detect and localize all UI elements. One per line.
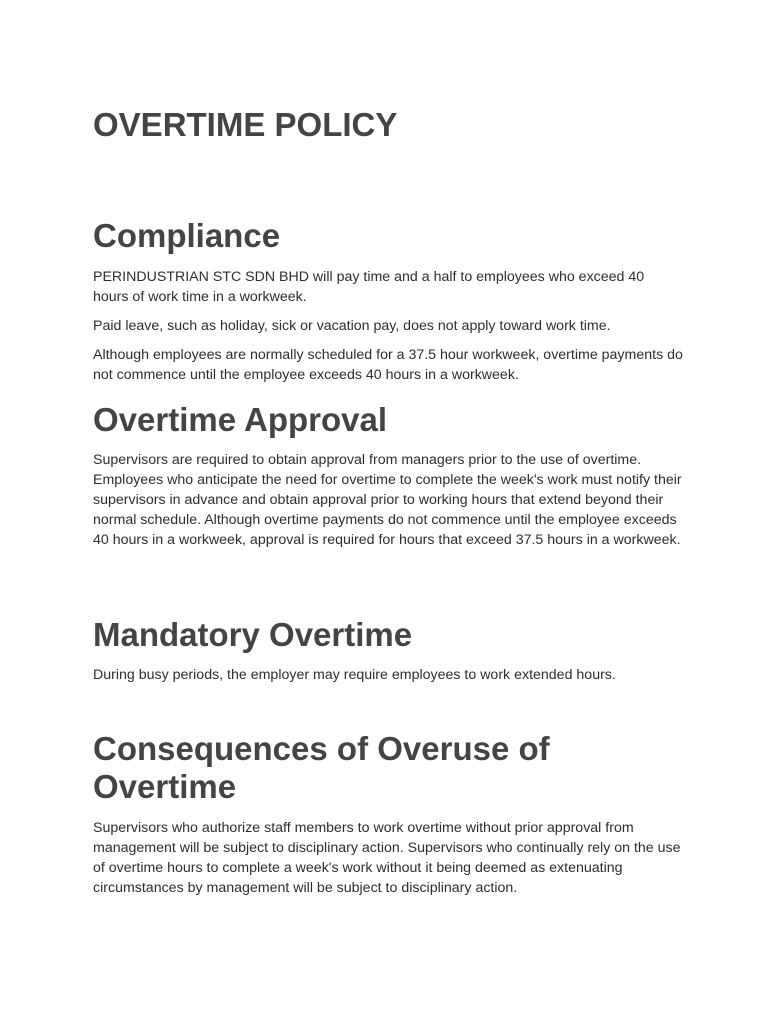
paragraph: Supervisors are required to obtain approval from managers prior to the use of overtime. Employees who anticipate the need for overtime to complete the week's work must notify their supervisors in advance and obtain approval prior to working hours that extend beyond their normal schedule. Although overtime payments do not commence until the employee exceeds 40 hours in a workweek, approval is required for hours that exceed 37.5 hours in a workweek. — [93, 452, 682, 548]
section-heading-consequences: Consequences of Overuse of Overtime — [93, 730, 550, 805]
paragraph: Although employees are normally scheduled for a 37.5 hour workweek, overtime payments do not commence until the employee exceeds 40 hours in a workweek. — [93, 347, 683, 383]
section-consequences — [93, 730, 683, 898]
paragraph: PERINDUSTRIAN STC SDN BHD will pay time and a half to employees who exceed 40 hours of work time in a workweek. — [93, 269, 645, 305]
paragraph: Supervisors who authorize staff members to work overtime without prior approval from management will be subject to disciplinary action. Supervisors who continually rely on the use of overtime hours to complete a week's work without it being deemed as extenuating circumstances by management will be subject to disciplinary action. — [93, 820, 681, 896]
section-heading-compliance: Compliance — [93, 217, 281, 254]
section-compliance — [93, 217, 683, 385]
section-mandatory-overtime — [93, 616, 683, 685]
paragraph: Paid leave, such as holiday, sick or vacation pay, does not apply toward work time. — [93, 318, 611, 334]
paragraph: During busy periods, the employer may require employees to work extended hours. — [93, 667, 616, 683]
section-heading-mandatory-overtime: Mandatory Overtime — [93, 616, 413, 653]
section-heading-overtime-approval: Overtime Approval — [93, 401, 388, 438]
document-title: OVERTIME POLICY — [93, 106, 398, 143]
section-overtime-approval — [93, 401, 683, 550]
